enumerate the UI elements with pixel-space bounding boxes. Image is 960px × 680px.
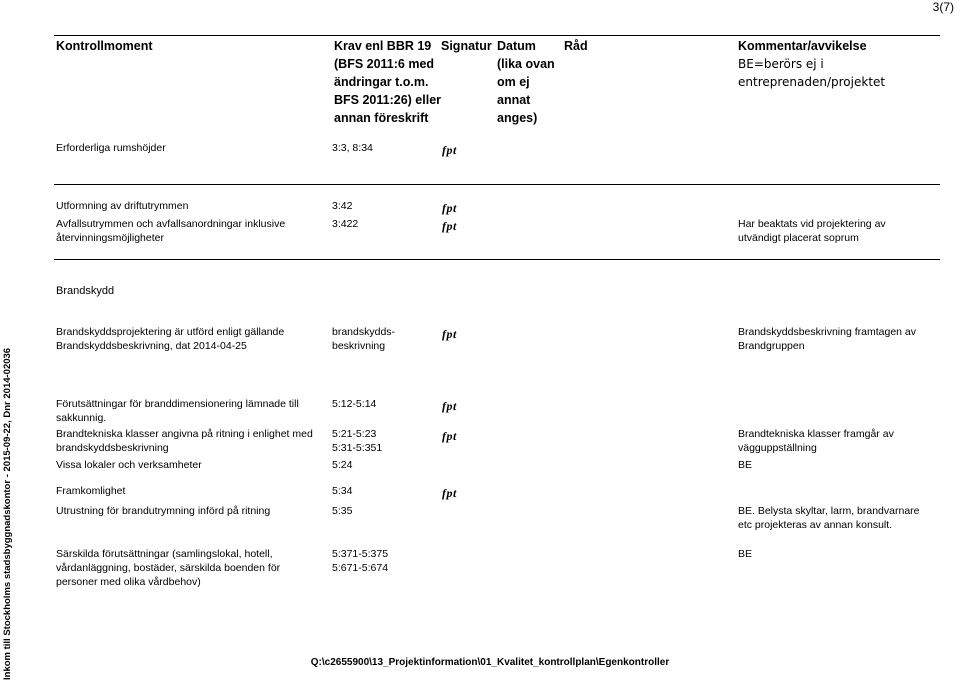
header-kommentar-sub: BE=berörs ej i entreprenaden/projektet — [738, 57, 886, 89]
row-signatur: fpt — [442, 429, 457, 443]
row-moment: Utformning av driftutrymmen — [56, 200, 189, 212]
row-krav: 3:3, 8:34 — [332, 142, 373, 154]
row-krav: 5:34 — [332, 485, 353, 497]
row-kommentar: Brandtekniska klasser framgår av vägguppställning — [738, 428, 894, 454]
row-krav: 3:42 — [332, 200, 353, 212]
header-rad: Råd — [564, 39, 588, 53]
row-kommentar: BE — [738, 548, 753, 560]
row-krav: 5:21-5:23 5:31-5:351 — [332, 428, 383, 454]
row-moment: Brandtekniska klasser angivna på ritning i enlighet med brandskyddsbeskrivning — [56, 428, 313, 454]
sidebar-stamp-text: Inkom till Stockholms stadsbyggnadskontor - 2015-09-22, Dnr 2014-02036 — [2, 347, 13, 680]
row-signatur: fpt — [442, 399, 457, 413]
row-kommentar: BE. Belysta skyltar, larm, brandvarnare etc projekteras av annan konsult. — [738, 505, 920, 531]
row-separator — [54, 184, 940, 185]
header-kommentar-title: Kommentar/avvikelse — [738, 39, 867, 53]
row-moment: Framkomlighet — [56, 485, 126, 497]
row-moment: Vissa lokaler och verksamheter — [56, 459, 202, 471]
row-signatur: fpt — [442, 327, 457, 341]
header-datum: Datum (lika ovan om ej annat anges) — [497, 39, 555, 125]
header-signatur: Signatur — [441, 39, 492, 53]
row-krav: 3:422 — [332, 218, 359, 230]
row-moment: Särskilda förutsättningar (samlingslokal, hotell, vårdanläggning, bostäder, särskilda boenden för personer med olika vårdbehov) — [56, 548, 281, 588]
row-moment: Förutsättningar för branddimensionering lämnade till sakkunnig. — [56, 398, 299, 424]
footer-file-path: Q:\c2655900\13_Projektinformation\01_Kvalitet_kontrollplan\Egenkontroller — [310, 657, 670, 668]
header-top-line — [54, 35, 940, 36]
row-signatur: fpt — [442, 143, 457, 157]
section-heading-brandskydd: Brandskydd — [56, 285, 115, 297]
row-separator — [54, 259, 940, 260]
row-krav: 5:12-5:14 — [332, 398, 377, 410]
header-krav: Krav enl BBR 19 (BFS 2011:6 med ändringar t.o.m. BFS 2011:26) eller annan föreskrift — [334, 39, 442, 125]
row-krav: 5:371-5:375 5:671-5:674 — [332, 548, 389, 574]
row-moment: Brandskyddsprojektering är utförd enligt gällande Brandskyddsbeskrivning, dat 2014-04-25 — [56, 326, 285, 352]
row-krav: 5:24 — [332, 459, 353, 471]
row-krav: 5:35 — [332, 505, 353, 517]
row-signatur: fpt — [442, 486, 457, 500]
row-kommentar: Brandskyddsbeskrivning framtagen av Brandgruppen — [738, 326, 917, 352]
row-krav: brandskydds- beskrivning — [332, 326, 396, 352]
row-moment: Erforderliga rumshöjder — [56, 142, 166, 154]
row-moment: Utrustning för brandutrymning införd på ritning — [56, 505, 271, 517]
header-kontrollmoment: Kontrollmoment — [56, 39, 153, 53]
row-moment: Avfallsutrymmen och avfallsanordningar inklusive återvinningsmöjligheter — [56, 218, 286, 244]
row-kommentar: Har beaktats vid projektering av utvändigt placerat soprum — [738, 218, 886, 244]
page-number: 3(7) — [932, 0, 954, 14]
row-signatur: fpt — [442, 201, 457, 215]
row-signatur: fpt — [442, 219, 457, 233]
row-kommentar: BE — [738, 459, 753, 471]
